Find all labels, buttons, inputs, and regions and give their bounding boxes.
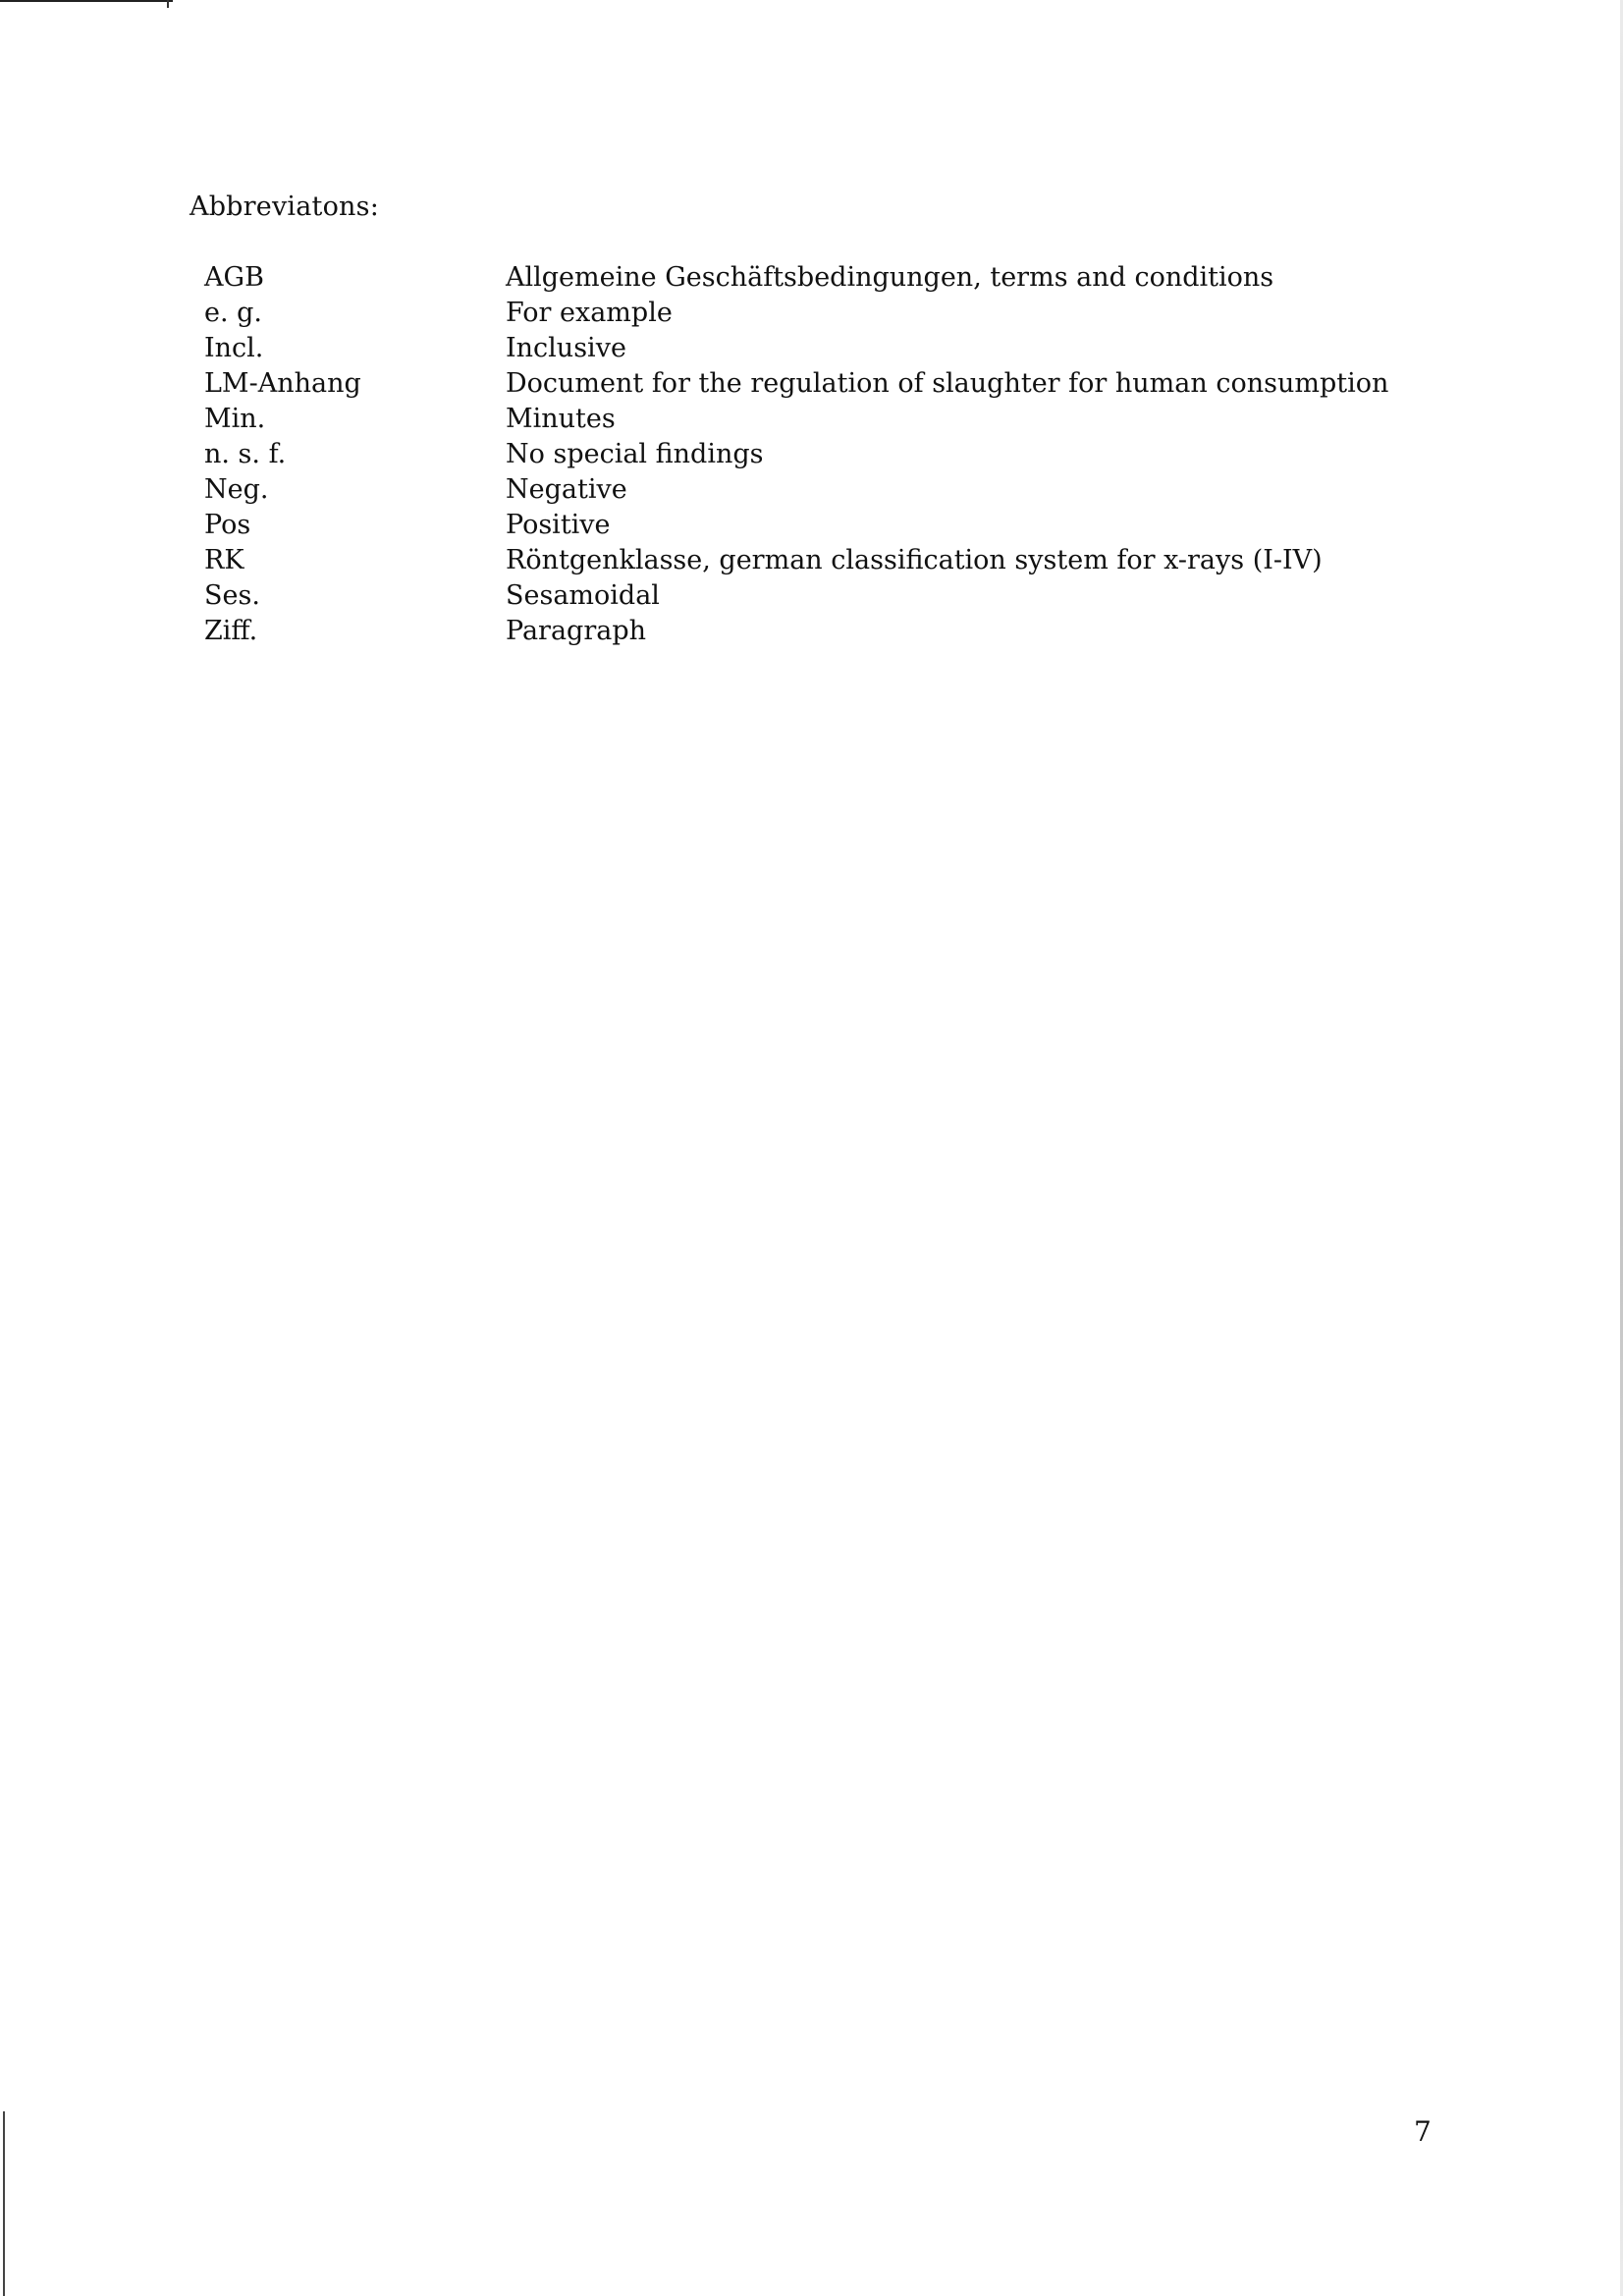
scan-rule-top	[0, 0, 173, 2]
abbreviation-row	[204, 366, 1388, 402]
abbreviation-definition: Document for the regulation of slaughter for human consumption	[506, 368, 1389, 399]
abbreviation-row	[204, 402, 1388, 437]
abbreviation-definition: Sesamoidal	[506, 580, 660, 611]
abbreviation-row	[204, 614, 1388, 649]
page-heading: Abbreviatons:	[189, 191, 379, 222]
abbreviation-definition: Inclusive	[506, 333, 626, 363]
abbreviation-row	[204, 543, 1388, 578]
page-number: 7	[1414, 2115, 1432, 2148]
abbreviation-term: LM-Anhang	[204, 368, 361, 399]
abbreviations-table	[204, 260, 1388, 649]
abbreviation-definition: Positive	[506, 510, 611, 540]
abbreviation-term: n. s. f.	[204, 439, 287, 469]
abbreviation-term: Pos	[204, 510, 251, 540]
abbreviation-row	[204, 578, 1388, 614]
abbreviation-term: Neg.	[204, 474, 269, 505]
abbreviation-row	[204, 472, 1388, 508]
abbreviation-row	[204, 296, 1388, 331]
abbreviation-row	[204, 508, 1388, 543]
abbreviation-definition: For example	[506, 298, 673, 328]
abbreviation-definition: Allgemeine Geschäftsbedingungen, terms and conditions	[506, 262, 1274, 293]
abbreviation-row	[204, 260, 1388, 296]
abbreviation-term: Ziff.	[204, 616, 258, 646]
abbreviation-row	[204, 331, 1388, 366]
abbreviation-term: AGB	[204, 262, 264, 293]
abbreviation-definition: Paragraph	[506, 616, 647, 646]
abbreviation-term: Incl.	[204, 333, 264, 363]
abbreviation-term: Ses.	[204, 580, 260, 611]
scan-edge-left	[3, 2111, 5, 2296]
abbreviation-definition: No special findings	[506, 439, 764, 469]
abbreviation-definition: Röntgenklasse, german classification system for x-rays (I-IV)	[506, 545, 1323, 575]
abbreviation-term: Min.	[204, 404, 266, 434]
abbreviation-term: RK	[204, 545, 244, 575]
scan-tick-top	[167, 0, 169, 8]
abbreviation-definition: Negative	[506, 474, 627, 505]
abbreviation-definition: Minutes	[506, 404, 616, 434]
abbreviation-term: e. g.	[204, 298, 263, 328]
abbreviation-row	[204, 437, 1388, 472]
